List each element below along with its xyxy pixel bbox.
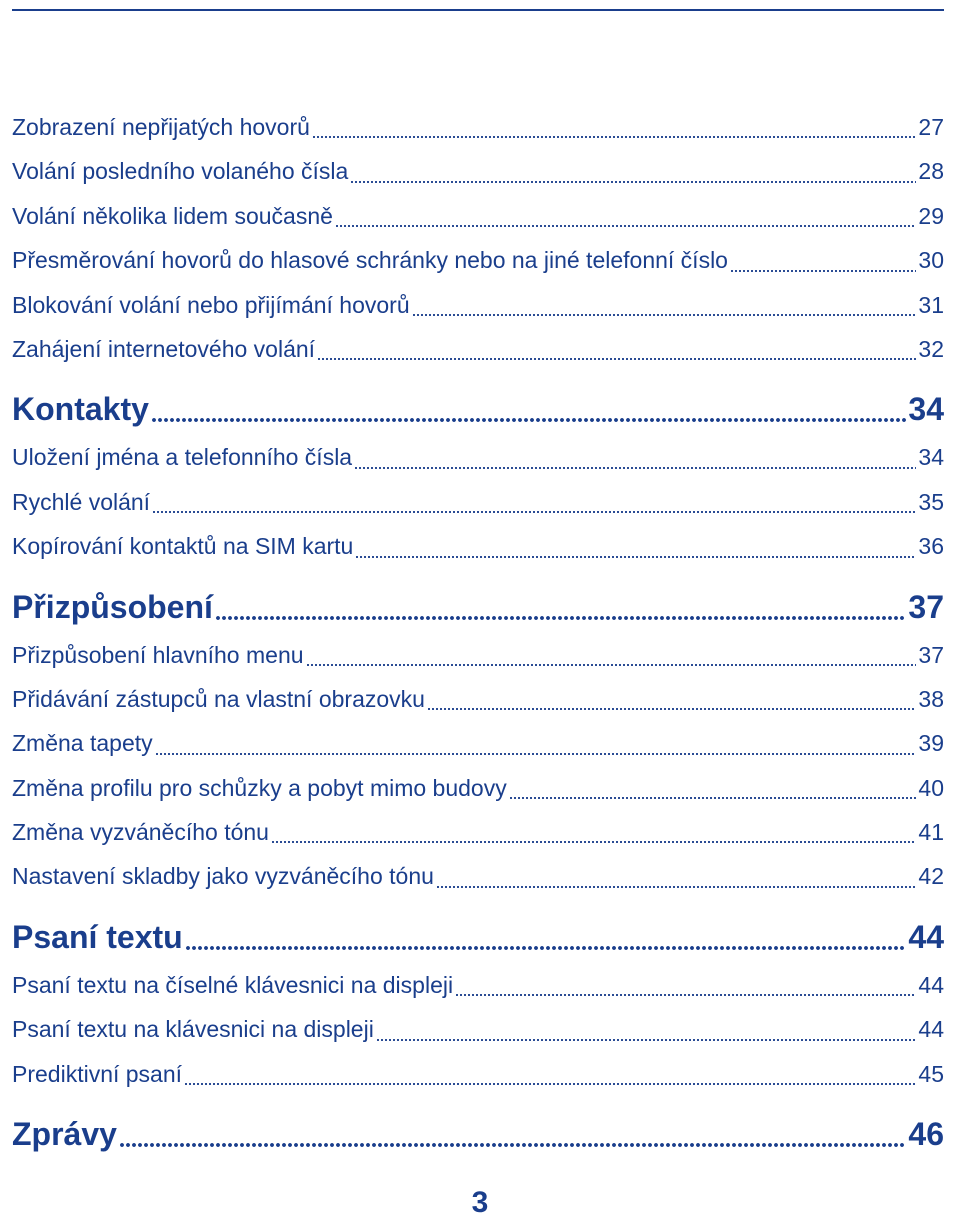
- toc-entry[interactable]: [12, 283, 944, 327]
- toc-entry-page: 42: [918, 863, 944, 890]
- dot-leader: [335, 194, 916, 238]
- toc-entry[interactable]: [12, 854, 944, 898]
- toc-entry-page: 44: [908, 918, 944, 955]
- toc-entry-title: Přesměrování hovorů do hlasové schránky nebo na jiné telefonní číslo: [12, 247, 728, 274]
- toc-entry[interactable]: [12, 1052, 944, 1096]
- dot-leader: [350, 149, 916, 193]
- dot-leader: [317, 327, 916, 371]
- toc-entry[interactable]: [12, 963, 944, 1007]
- toc-entry-page: 34: [908, 391, 944, 428]
- toc-entry-page: 31: [918, 291, 944, 318]
- toc-entry-title: Zobrazení nepřijatých hovorů: [12, 114, 310, 140]
- dot-leader: [376, 1007, 917, 1051]
- dot-leader: [730, 238, 916, 282]
- dot-leader: [312, 105, 917, 149]
- toc-entry-page: 44: [918, 1016, 944, 1043]
- dot-leader: [119, 1108, 906, 1160]
- dot-leader: [509, 766, 917, 810]
- toc-entry[interactable]: [12, 435, 944, 479]
- toc-entry-page: 29: [918, 202, 944, 229]
- toc-entry-title: Volání několika lidem současně: [12, 202, 333, 229]
- toc-entry-title: Zprávy: [12, 1116, 117, 1153]
- dot-leader: [215, 581, 907, 633]
- toc-entry-title: Prediktivní psaní: [12, 1060, 183, 1087]
- toc-chapter-entry[interactable]: [12, 1108, 944, 1160]
- toc-entry[interactable]: [12, 480, 944, 524]
- toc-entry-title: Rychlé volání: [12, 488, 151, 515]
- toc-entry[interactable]: [12, 194, 944, 238]
- toc-chapter-entry[interactable]: [12, 911, 944, 963]
- toc-entry-page: 44: [918, 971, 944, 998]
- toc-entry-page: 41: [918, 819, 944, 846]
- toc-entry-page: 32: [918, 335, 944, 362]
- toc-entry-page: 38: [918, 685, 944, 712]
- toc-entry-page: 37: [908, 588, 944, 625]
- toc-entry-title: Psaní textu na klávesnici na displeji: [12, 1016, 374, 1043]
- toc-entry[interactable]: [12, 810, 944, 854]
- toc-entry-page: 39: [918, 730, 944, 757]
- toc-entry-title: Zahájení internetového volání: [12, 335, 316, 362]
- toc-entry[interactable]: [12, 677, 944, 721]
- toc-entry[interactable]: [12, 238, 944, 282]
- toc-entry-title: Přizpůsobení: [12, 588, 213, 625]
- dot-leader: [455, 963, 916, 1007]
- toc-entry[interactable]: [12, 105, 944, 149]
- toc-entry[interactable]: [12, 721, 944, 765]
- toc-entry-page: 36: [918, 533, 944, 560]
- toc-entry[interactable]: [12, 524, 944, 568]
- toc-entry-page: 30: [918, 247, 944, 274]
- dot-leader: [427, 677, 916, 721]
- page-number: 3: [471, 1186, 489, 1219]
- toc-entry[interactable]: [12, 766, 944, 810]
- dot-leader: [151, 383, 907, 435]
- header-divider: [12, 9, 944, 11]
- table-of-contents: [12, 105, 944, 1160]
- dot-leader: [185, 911, 907, 963]
- toc-entry-page: 45: [918, 1060, 944, 1087]
- toc-entry-page: 37: [918, 641, 944, 668]
- toc-entry-title: Nastavení skladby jako vyzváněcího tónu: [12, 863, 434, 890]
- dot-leader: [306, 633, 917, 677]
- toc-chapter-entry[interactable]: [12, 383, 944, 435]
- toc-entry-title: Změna vyzváněcího tónu: [12, 819, 269, 846]
- toc-entry-page: 40: [918, 774, 944, 801]
- toc-entry-title: Přidávání zástupců na vlastní obrazovku: [12, 685, 425, 712]
- toc-entry[interactable]: [12, 1007, 944, 1051]
- dot-leader: [436, 854, 917, 898]
- toc-entry-page: 27: [918, 114, 944, 140]
- toc-entry[interactable]: [12, 149, 944, 193]
- dot-leader: [271, 810, 916, 854]
- toc-entry-title: Změna tapety: [12, 730, 153, 757]
- toc-entry-page: 35: [918, 488, 944, 515]
- toc-entry-title: Změna profilu pro schůzky a pobyt mimo budovy: [12, 774, 507, 801]
- toc-entry-title: Psaní textu na číselné klávesnici na displeji: [12, 971, 454, 998]
- toc-entry[interactable]: [12, 633, 944, 677]
- dot-leader: [354, 435, 916, 479]
- dot-leader: [412, 283, 917, 327]
- dot-leader: [355, 524, 916, 568]
- toc-entry-title: Kopírování kontaktů na SIM kartu: [12, 533, 354, 560]
- toc-entry[interactable]: [12, 327, 944, 371]
- toc-entry-title: Volání posledního volaného čísla: [12, 158, 349, 185]
- toc-entry-title: Blokování volání nebo přijímání hovorů: [12, 291, 410, 318]
- toc-entry-page: 46: [908, 1116, 944, 1153]
- dot-leader: [152, 480, 916, 524]
- dot-leader: [184, 1052, 916, 1096]
- toc-entry-page: 34: [918, 444, 944, 471]
- toc-entry-title: Psaní textu: [12, 918, 183, 955]
- dot-leader: [155, 721, 917, 765]
- toc-entry-title: Přizpůsobení hlavního menu: [12, 641, 304, 668]
- toc-entry-title: Uložení jména a telefonního čísla: [12, 444, 353, 471]
- toc-chapter-entry[interactable]: [12, 581, 944, 633]
- toc-entry-title: Kontakty: [12, 391, 149, 428]
- toc-entry-page: 28: [918, 158, 944, 185]
